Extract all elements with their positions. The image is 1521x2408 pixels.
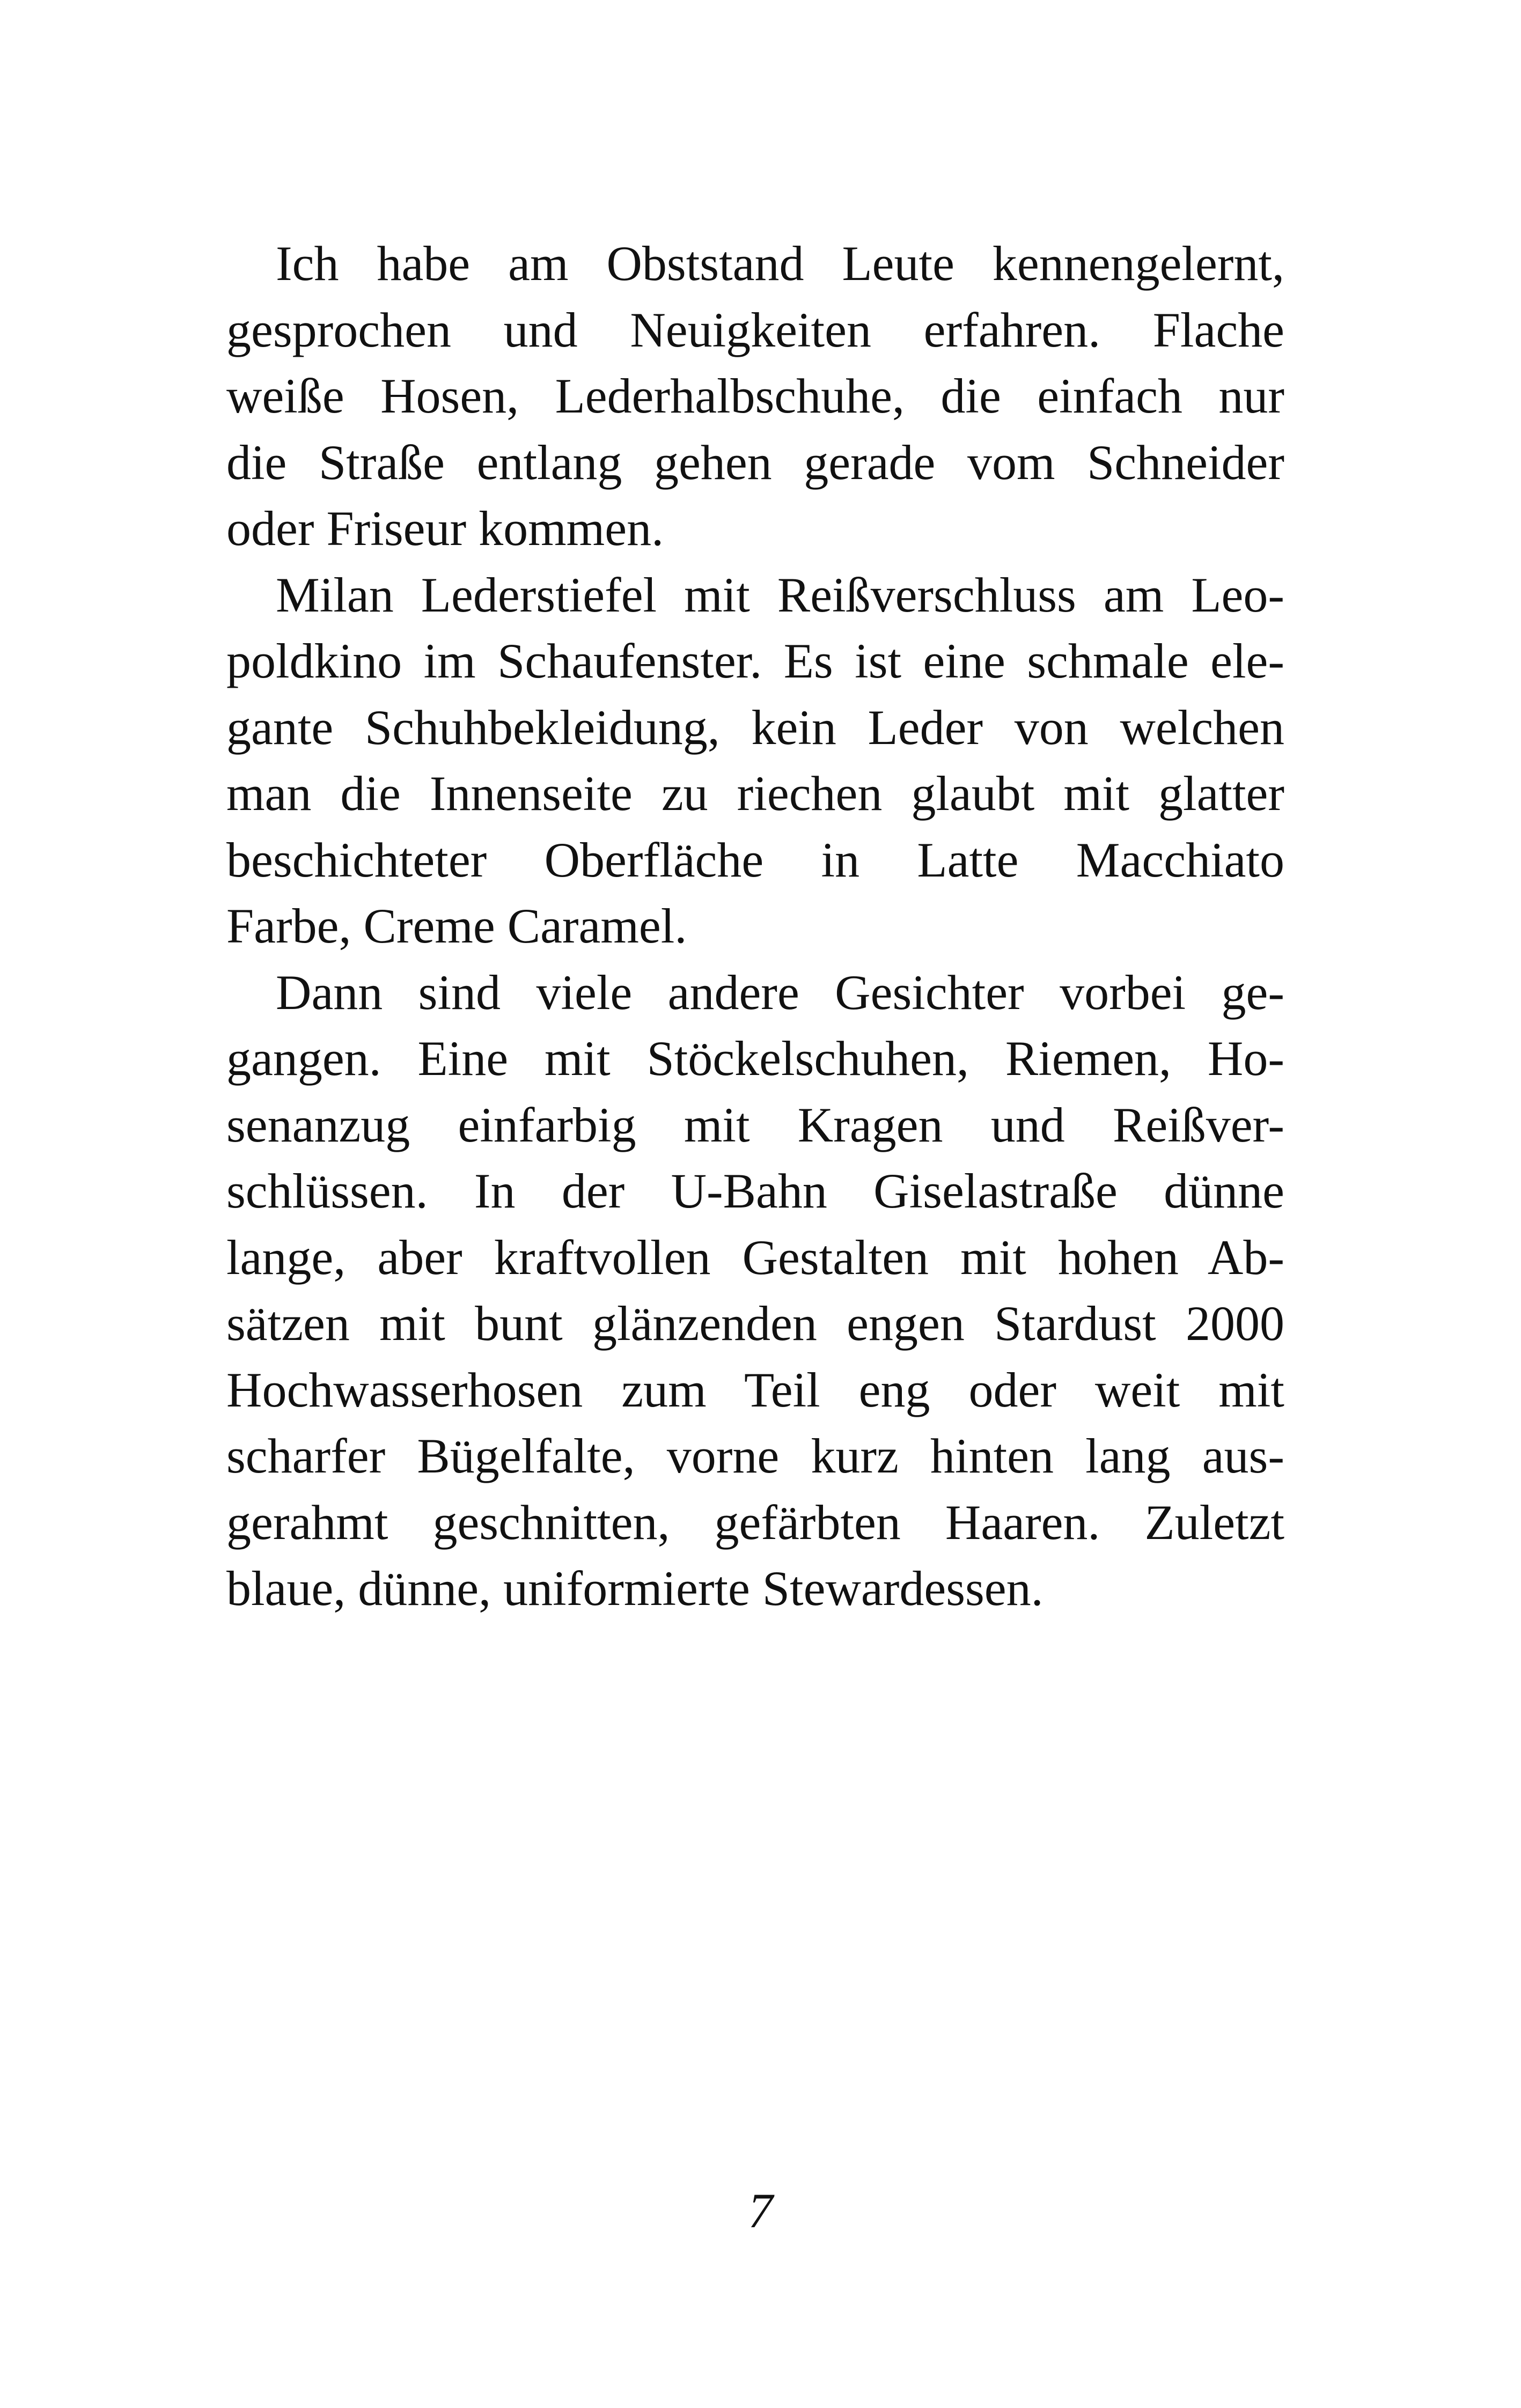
- text-line: weiße Hosen, Lederhalbschuhe, die einfach nur: [226, 369, 1284, 423]
- page-number: 7: [748, 2183, 773, 2238]
- text-line: lange, aber kraftvollen Gestalten mit hohen Ab-: [226, 1229, 1284, 1285]
- text-line: sätzen mit bunt glänzenden engen Stardust 2000: [226, 1296, 1284, 1351]
- text-line: gante Schuhbekleidung, kein Leder von welchen: [226, 699, 1284, 755]
- text-line: schlüssen. In der U-Bahn Giselastraße dünne: [226, 1164, 1284, 1218]
- text-line: man die Innenseite zu riechen glaubt mit glatter: [226, 766, 1284, 821]
- text-line: beschichteter Oberfläche in Latte Macchiato: [226, 832, 1284, 887]
- text-line: gangen. Eine mit Stöckelschuhen, Riemen, Ho-: [226, 1031, 1284, 1086]
- text-line: Farbe, Creme Caramel.: [226, 899, 687, 953]
- paragraph-3: [226, 960, 1284, 1622]
- text-line: Ich habe am Obststand Leute kennengelernt,: [276, 236, 1284, 291]
- text-line: poldkino im Schaufenster. Es ist eine schmale ele-: [226, 634, 1284, 688]
- body-text: [226, 231, 1284, 1622]
- text-line: senanzug einfarbig mit Kragen und Reißver-: [226, 1097, 1284, 1152]
- text-line: gesprochen und Neuigkeiten erfahren. Flache: [226, 302, 1284, 357]
- text-line: Dann sind viele andere Gesichter vorbei ge-: [276, 964, 1284, 1020]
- text-line: die Straße entlang gehen gerade vom Schneider: [226, 435, 1284, 490]
- text-line: gerahmt geschnitten, gefärbten Haaren. Zuletzt: [226, 1494, 1284, 1550]
- text-line: Milan Lederstiefel mit Reißverschluss am Leo-: [276, 567, 1284, 622]
- text-line: blaue, dünne, uniformierte Stewardessen.: [226, 1561, 1044, 1616]
- text-line: Hochwasserhosen zum Teil eng oder weit mit: [226, 1362, 1284, 1417]
- text-line: oder Friseur kommen.: [226, 501, 664, 556]
- text-line: scharfer Bügelfalte, vorne kurz hinten lang aus-: [226, 1428, 1284, 1483]
- paragraph-2: [226, 562, 1284, 960]
- paragraph-1: [226, 231, 1284, 562]
